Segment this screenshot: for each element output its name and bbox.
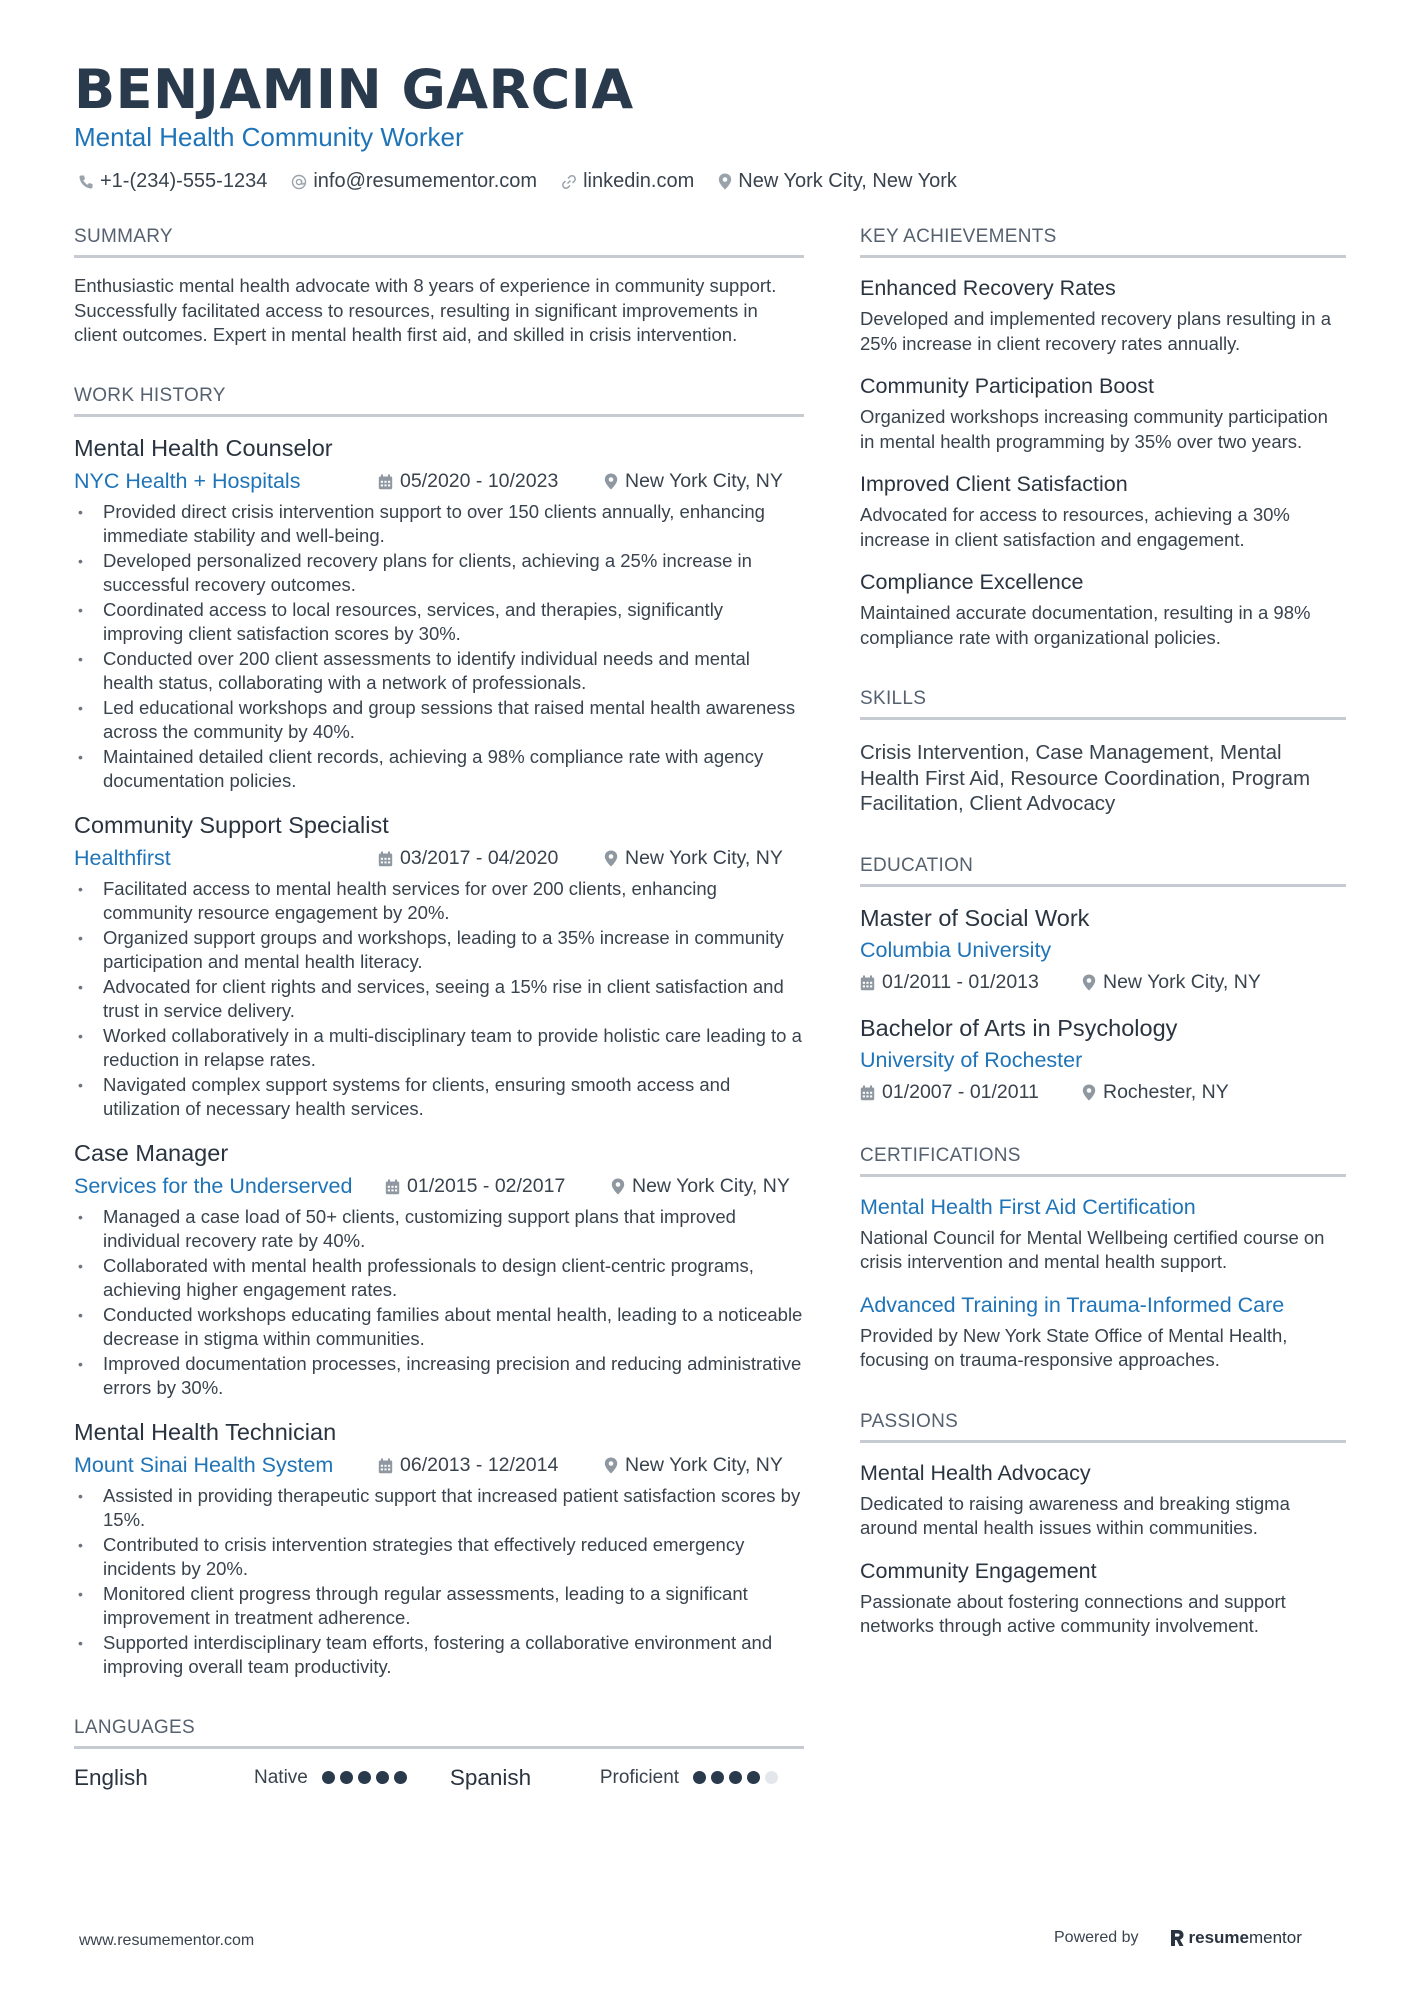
job-company: Mount Sinai Health System bbox=[74, 1453, 334, 1477]
job-bullet: • Developed personalized recovery plans for clients, achieving a 25% increase in successful recovery outcomes. bbox=[74, 549, 804, 598]
job-title: Case Manager bbox=[74, 1139, 229, 1166]
achievement-list bbox=[860, 276, 1346, 650]
job-location bbox=[604, 470, 783, 493]
language-name: English bbox=[74, 1764, 148, 1790]
rating-dot-filled bbox=[376, 1771, 389, 1784]
job-entry bbox=[74, 1140, 804, 1401]
contact-email[interactable] bbox=[291, 170, 537, 193]
achievement-item bbox=[860, 570, 1346, 650]
job-dates-text: 03/2017 - 04/2020 bbox=[400, 847, 559, 869]
job-bullet: • Conducted workshops educating families about mental health, leading to a noticeable decrease in stigma within communities. bbox=[74, 1303, 804, 1352]
job-meta bbox=[74, 1452, 804, 1480]
skills-heading: SKILLS bbox=[860, 688, 1346, 720]
job-bullet: • Improved documentation processes, increasing precision and reducing administrative errors by 30%. bbox=[74, 1352, 804, 1401]
resumementor-logo-icon bbox=[1169, 1929, 1185, 1947]
footer-website[interactable]: www.resumementor.com bbox=[79, 1932, 255, 1949]
language-level: Native bbox=[254, 1766, 308, 1788]
rating-dot-filled bbox=[711, 1771, 724, 1784]
job-bullet: • Contributed to crisis intervention strategies that effectively reduced emergency incidents by 20%. bbox=[74, 1533, 804, 1582]
achievement-item bbox=[860, 472, 1346, 552]
job-location-text: New York City, NY bbox=[625, 1454, 783, 1476]
job-entry bbox=[74, 1419, 804, 1680]
education-section bbox=[860, 855, 1346, 1107]
education-heading: EDUCATION bbox=[860, 855, 1346, 887]
calendar-icon bbox=[860, 1085, 875, 1101]
education-location-text: Rochester, NY bbox=[1103, 1081, 1229, 1103]
rating-dot-filled bbox=[729, 1771, 742, 1784]
job-bullet: • Managed a case load of 50+ clients, customizing support plans that improved individual recovery rate by 40%. bbox=[74, 1205, 804, 1254]
certification-list bbox=[860, 1195, 1346, 1373]
job-title: Mental Health Counselor bbox=[74, 434, 333, 461]
job-location bbox=[611, 1175, 790, 1198]
contact-email-text: info@resumementor.com bbox=[313, 170, 538, 192]
education-degree: Bachelor of Arts in Psychology bbox=[860, 1014, 1178, 1041]
education-item bbox=[860, 1015, 1346, 1107]
language-list bbox=[74, 1763, 804, 1793]
location-icon bbox=[1082, 1084, 1096, 1101]
education-dates-text: 01/2007 - 01/2011 bbox=[882, 1081, 1039, 1103]
rating-dot-filled bbox=[747, 1771, 760, 1784]
achievements-section bbox=[860, 226, 1346, 650]
job-bullet: • Supported interdisciplinary team efforts, fostering a collaborative environment and improving overall team productivity. bbox=[74, 1631, 804, 1680]
right-column bbox=[860, 226, 1346, 1639]
job-bullet: • Organized support groups and workshops, leading to a 35% increase in community participation and mental health literacy. bbox=[74, 926, 804, 975]
skills-section bbox=[860, 688, 1346, 817]
achievement-title: Community Participation Boost bbox=[860, 374, 1154, 398]
summary-heading: SUMMARY bbox=[74, 226, 804, 258]
candidate-title: Mental Health Community Worker bbox=[74, 122, 464, 152]
job-dates-text: 06/2013 - 12/2014 bbox=[400, 1454, 559, 1476]
work-history-section bbox=[74, 385, 804, 1680]
summary-text: Enthusiastic mental health advocate with 8 years of experience in community support. Successfully facilitated access to resources, resulting in significant improvements in client outcomes. Expert in mental health first aid, and skilled in crisis intervention. bbox=[74, 275, 777, 345]
calendar-icon bbox=[385, 1179, 400, 1195]
calendar-icon bbox=[378, 1458, 393, 1474]
contact-phone-text: +1-(234)-555-1234 bbox=[100, 170, 268, 192]
left-column bbox=[74, 226, 804, 1793]
passions-heading: PASSIONS bbox=[860, 1411, 1346, 1443]
certification-desc: National Council for Mental Wellbeing certified course on crisis intervention and mental health support. bbox=[860, 1226, 1325, 1272]
job-bullets bbox=[74, 1205, 804, 1401]
link-icon bbox=[561, 174, 577, 190]
job-bullet: • Advocated for client rights and services, seeing a 15% rise in client satisfaction and trust in service delivery. bbox=[74, 975, 804, 1024]
rating-dot-filled bbox=[340, 1771, 353, 1784]
certification-title: Mental Health First Aid Certification bbox=[860, 1194, 1196, 1219]
job-bullet: • Led educational workshops and group sessions that raised mental health awareness across the community by 40%. bbox=[74, 696, 804, 745]
certification-title: Advanced Training in Trauma-Informed Care bbox=[860, 1292, 1285, 1317]
phone-icon bbox=[78, 174, 94, 190]
location-icon bbox=[604, 850, 618, 867]
job-title: Mental Health Technician bbox=[74, 1418, 337, 1445]
job-location bbox=[604, 1454, 783, 1477]
job-location bbox=[604, 847, 783, 870]
job-meta bbox=[74, 845, 804, 873]
job-bullets bbox=[74, 500, 804, 794]
job-bullet: • Worked collaboratively in a multi-disciplinary team to provide holistic care leading to a reduction in relapse rates. bbox=[74, 1024, 804, 1073]
job-dates bbox=[378, 1454, 604, 1477]
rating-dot-empty bbox=[765, 1771, 778, 1784]
education-dates-text: 01/2011 - 01/2013 bbox=[882, 971, 1039, 993]
brand-bold: resume bbox=[1188, 1928, 1249, 1947]
language-rating bbox=[693, 1771, 783, 1784]
job-meta bbox=[74, 1173, 804, 1201]
achievement-item bbox=[860, 276, 1346, 356]
achievement-title: Compliance Excellence bbox=[860, 570, 1084, 594]
education-meta bbox=[860, 1079, 1346, 1107]
at-icon bbox=[291, 174, 307, 190]
rating-dot-filled bbox=[322, 1771, 335, 1784]
passion-desc: Passionate about fostering connections and support networks through active community involvement. bbox=[860, 1590, 1286, 1636]
job-dates bbox=[378, 847, 604, 870]
job-entry bbox=[74, 435, 804, 794]
passion-item bbox=[860, 1559, 1346, 1639]
job-company: NYC Health + Hospitals bbox=[74, 469, 301, 493]
calendar-icon bbox=[378, 474, 393, 490]
candidate-name: BENJAMIN GARCIA bbox=[74, 58, 634, 121]
job-bullet: • Conducted over 200 client assessments to identify individual needs and mental health status, collaborating with a network of professionals. bbox=[74, 647, 804, 696]
brand-logo[interactable] bbox=[1169, 1928, 1302, 1948]
job-bullet: • Provided direct crisis intervention support to over 150 clients annually, enhancing immediate stability and well-being. bbox=[74, 500, 804, 549]
location-icon bbox=[611, 1178, 625, 1195]
rating-dot-filled bbox=[394, 1771, 407, 1784]
rating-dot-filled bbox=[693, 1771, 706, 1784]
location-icon bbox=[604, 1457, 618, 1474]
education-location-text: New York City, NY bbox=[1103, 971, 1261, 993]
job-list bbox=[74, 435, 804, 1680]
achievement-desc: Advocated for access to resources, achieving a 30% increase in client satisfaction and engagement. bbox=[860, 504, 1290, 550]
job-location-text: New York City, NY bbox=[625, 847, 783, 869]
achievement-desc: Developed and implemented recovery plans resulting in a 25% increase in client recovery rates annually. bbox=[860, 308, 1331, 354]
education-dates bbox=[860, 971, 1082, 994]
job-bullets bbox=[74, 877, 804, 1122]
language-rating bbox=[322, 1771, 412, 1784]
passion-list bbox=[860, 1461, 1346, 1639]
job-bullet: • Assisted in providing therapeutic support that increased patient satisfaction scores by 15%. bbox=[74, 1484, 804, 1533]
job-dates-text: 05/2020 - 10/2023 bbox=[400, 470, 559, 492]
job-bullet: • Collaborated with mental health professionals to design client-centric programs, achieving higher engagement rates. bbox=[74, 1254, 804, 1303]
education-list bbox=[860, 905, 1346, 1107]
passion-item bbox=[860, 1461, 1346, 1541]
job-title: Community Support Specialist bbox=[74, 811, 389, 838]
job-meta bbox=[74, 468, 804, 496]
rating-dot-filled bbox=[358, 1771, 371, 1784]
achievements-heading: KEY ACHIEVEMENTS bbox=[860, 226, 1346, 258]
achievement-desc: Organized workshops increasing community participation in mental health programming by 35% over two years. bbox=[860, 406, 1328, 452]
job-bullet: • Coordinated access to local resources, services, and therapies, significantly improving client satisfaction scores by 30%. bbox=[74, 598, 804, 647]
contact-location bbox=[718, 170, 957, 193]
job-company: Services for the Underserved bbox=[74, 1174, 353, 1198]
certification-desc: Provided by New York State Office of Mental Health, focusing on trauma-responsive approaches. bbox=[860, 1324, 1288, 1370]
education-school: University of Rochester bbox=[860, 1047, 1083, 1072]
language-level: Proficient bbox=[599, 1766, 680, 1788]
job-dates-text: 01/2015 - 02/2017 bbox=[407, 1175, 566, 1197]
job-dates bbox=[385, 1175, 611, 1198]
footer-branding bbox=[1054, 1928, 1302, 1948]
passion-title: Community Engagement bbox=[860, 1558, 1097, 1583]
location-icon bbox=[604, 473, 618, 490]
contact-phone[interactable] bbox=[78, 170, 267, 193]
education-item bbox=[860, 905, 1346, 997]
education-meta bbox=[860, 969, 1346, 997]
job-bullet: • Navigated complex support systems for clients, ensuring smooth access and utilization of necessary health services. bbox=[74, 1073, 804, 1122]
location-icon bbox=[718, 173, 732, 190]
job-company: Healthfirst bbox=[74, 846, 171, 870]
languages-section bbox=[74, 1717, 804, 1793]
passions-section bbox=[860, 1411, 1346, 1639]
job-dates bbox=[378, 470, 604, 493]
achievement-title: Enhanced Recovery Rates bbox=[860, 276, 1116, 300]
languages-heading: LANGUAGES bbox=[74, 1717, 804, 1749]
calendar-icon bbox=[860, 975, 875, 991]
contact-bar bbox=[78, 170, 981, 193]
education-location bbox=[1082, 971, 1261, 994]
job-bullets bbox=[74, 1484, 804, 1680]
education-dates bbox=[860, 1081, 1082, 1104]
passion-title: Mental Health Advocacy bbox=[860, 1460, 1091, 1485]
language-name: Spanish bbox=[449, 1764, 532, 1790]
calendar-icon bbox=[378, 851, 393, 867]
achievement-title: Improved Client Satisfaction bbox=[860, 472, 1128, 496]
contact-location-text: New York City, New York bbox=[738, 170, 957, 192]
achievement-item bbox=[860, 374, 1346, 454]
job-bullet: • Maintained detailed client records, achieving a 98% compliance rate with agency documentation policies. bbox=[74, 745, 804, 794]
job-bullet: • Facilitated access to mental health services for over 200 clients, enhancing community resource engagement by 20%. bbox=[74, 877, 804, 926]
certification-item bbox=[860, 1293, 1346, 1373]
passion-desc: Dedicated to raising awareness and breaking stigma around mental health issues within communities. bbox=[860, 1492, 1290, 1538]
education-school: Columbia University bbox=[860, 937, 1052, 962]
summary-section bbox=[74, 226, 804, 348]
brand-light: mentor bbox=[1248, 1928, 1302, 1947]
education-degree: Master of Social Work bbox=[860, 904, 1090, 931]
certifications-section bbox=[860, 1145, 1346, 1373]
contact-linkedin[interactable] bbox=[561, 170, 694, 193]
skills-text: Crisis Intervention, Case Management, Mental Health First Aid, Resource Coordination, Program Facilitation, Client Advocacy bbox=[860, 741, 1311, 815]
location-icon bbox=[1082, 974, 1096, 991]
job-location-text: New York City, NY bbox=[632, 1175, 790, 1197]
job-bullet: • Monitored client progress through regular assessments, leading to a significant improvement in treatment adherence. bbox=[74, 1582, 804, 1631]
contact-linkedin-text: linkedin.com bbox=[583, 170, 695, 192]
certifications-heading: CERTIFICATIONS bbox=[860, 1145, 1346, 1177]
powered-by-text: Powered by bbox=[1054, 1929, 1139, 1946]
education-location bbox=[1082, 1081, 1229, 1104]
work-history-heading: WORK HISTORY bbox=[74, 385, 804, 417]
job-entry bbox=[74, 812, 804, 1122]
job-location-text: New York City, NY bbox=[625, 470, 783, 492]
achievement-desc: Maintained accurate documentation, resulting in a 98% compliance rate with organizational policies. bbox=[860, 602, 1311, 648]
certification-item bbox=[860, 1195, 1346, 1275]
